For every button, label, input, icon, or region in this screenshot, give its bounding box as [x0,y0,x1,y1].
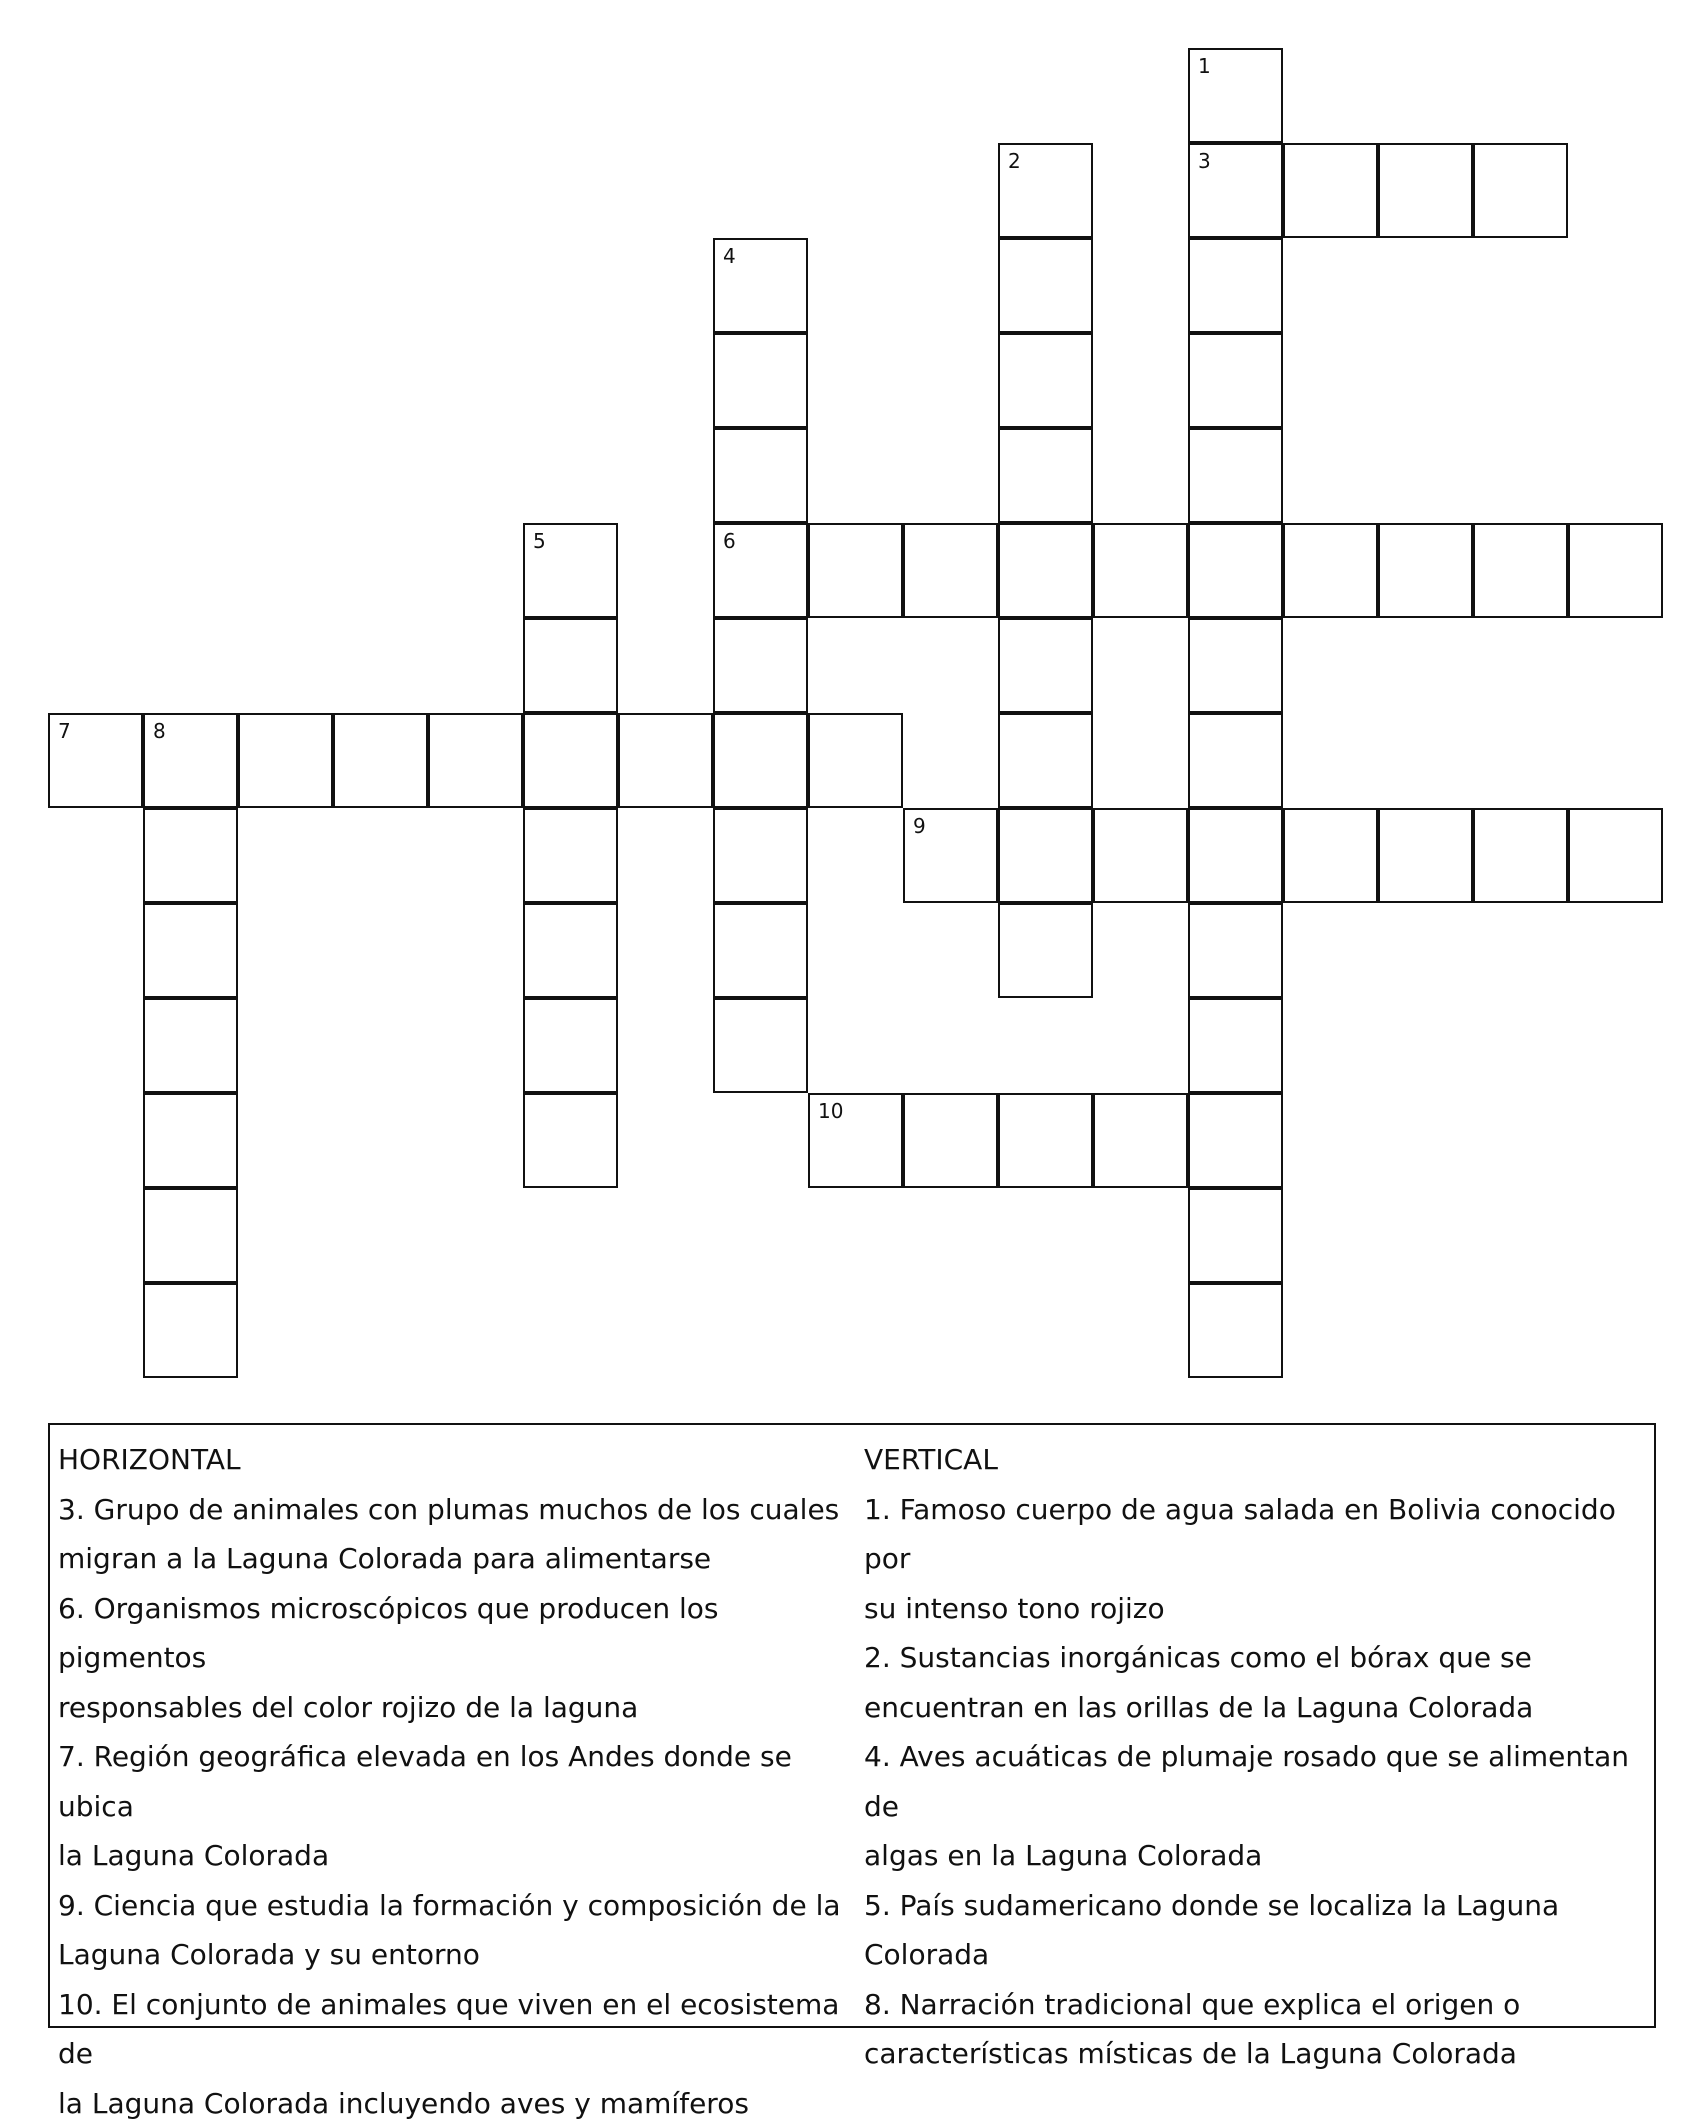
grid-cell[interactable] [1283,808,1378,903]
clue-line: 2. Sustancias inorgánicas como el bórax que se [864,1633,1654,1683]
clue-line: 8. Narración tradicional que explica el origen o [864,1980,1654,2030]
grid-cell[interactable] [998,1093,1093,1188]
grid-cell[interactable] [523,903,618,998]
grid-cell[interactable] [1188,1093,1283,1188]
grid-cell[interactable] [1473,143,1568,238]
clue-line: 5. País sudamericano donde se localiza la Laguna [864,1881,1654,1931]
grid-cell[interactable] [713,238,808,333]
horizontal-clues [58,1435,868,2128]
grid-cell[interactable] [1188,428,1283,523]
grid-cell[interactable] [1378,143,1473,238]
clue-line: 9. Ciencia que estudia la formación y composición de la [58,1881,868,1931]
grid-cell[interactable] [1093,1093,1188,1188]
grid-cell[interactable] [1093,523,1188,618]
grid-cell[interactable] [1188,618,1283,713]
vertical-clues [864,1435,1654,2079]
grid-cell[interactable] [1283,143,1378,238]
clue-line: 4. Aves acuáticas de plumaje rosado que se alimentan de [864,1732,1654,1831]
clue-number: 6 [723,531,736,551]
grid-cell[interactable] [333,713,428,808]
grid-cell[interactable] [808,523,903,618]
grid-cell[interactable] [1188,333,1283,428]
grid-cell[interactable] [713,808,808,903]
grid-cell[interactable] [1473,808,1568,903]
grid-cell[interactable] [998,143,1093,238]
clue-line: 7. Región geográfica elevada en los Andes donde se ubica [58,1732,868,1831]
clue-number: 9 [913,816,926,836]
clue-line: algas en la Laguna Colorada [864,1831,1654,1881]
clue-line: Laguna Colorada y su entorno [58,1930,868,1980]
clue-line: Colorada [864,1930,1654,1980]
grid-cell[interactable] [1283,523,1378,618]
grid-cell[interactable] [1473,523,1568,618]
clue-line: 6. Organismos microscópicos que producen los pigmentos [58,1584,868,1683]
grid-cell[interactable] [998,808,1093,903]
clue-number: 7 [58,721,71,741]
grid-cell[interactable] [713,998,808,1093]
grid-cell[interactable] [903,523,998,618]
grid-cell[interactable] [1568,523,1663,618]
clue-number: 8 [153,721,166,741]
clue-line: responsables del color rojizo de la laguna [58,1683,868,1733]
grid-cell[interactable] [143,1188,238,1283]
clue-line: 10. El conjunto de animales que viven en el ecosistema de [58,1980,868,2079]
clue-line: su intenso tono rojizo [864,1584,1654,1634]
grid-cell[interactable] [998,523,1093,618]
grid-cell[interactable] [903,808,998,903]
grid-cell[interactable] [998,903,1093,998]
grid-cell[interactable] [713,428,808,523]
grid-cell[interactable] [1188,903,1283,998]
clue-number: 10 [818,1101,843,1121]
clue-line: 3. Grupo de animales con plumas muchos de los cuales [58,1485,868,1535]
grid-cell[interactable] [1188,1283,1283,1378]
grid-cell[interactable] [238,713,333,808]
grid-cell[interactable] [143,1093,238,1188]
grid-cell[interactable] [143,808,238,903]
grid-cell[interactable] [998,618,1093,713]
clue-line: características místicas de la Laguna Colorada [864,2029,1654,2079]
clue-number: 1 [1198,56,1211,76]
clue-line: la Laguna Colorada [58,1831,868,1881]
grid-cell[interactable] [713,903,808,998]
grid-cell[interactable] [1188,998,1283,1093]
grid-cell[interactable] [1378,523,1473,618]
grid-cell[interactable] [1188,713,1283,808]
grid-cell[interactable] [903,1093,998,1188]
grid-cell[interactable] [1188,238,1283,333]
grid-cell[interactable] [1378,808,1473,903]
grid-cell[interactable] [808,1093,903,1188]
grid-cell[interactable] [523,808,618,903]
grid-cell[interactable] [1188,523,1283,618]
grid-cell[interactable] [523,713,618,808]
grid-cell[interactable] [713,713,808,808]
clue-number: 3 [1198,151,1211,171]
horizontal-heading: HORIZONTAL [58,1435,868,1485]
grid-cell[interactable] [523,523,618,618]
clue-line: 1. Famoso cuerpo de agua salada en Bolivia conocido por [864,1485,1654,1584]
grid-cell[interactable] [143,998,238,1093]
grid-cell[interactable] [143,1283,238,1378]
grid-cell[interactable] [1188,48,1283,143]
grid-cell[interactable] [1188,1188,1283,1283]
grid-cell[interactable] [998,713,1093,808]
grid-cell[interactable] [523,998,618,1093]
clue-number: 2 [1008,151,1021,171]
grid-cell[interactable] [618,713,713,808]
clue-number: 4 [723,246,736,266]
grid-cell[interactable] [713,523,808,618]
grid-cell[interactable] [998,428,1093,523]
grid-cell[interactable] [998,333,1093,428]
clue-line: migran a la Laguna Colorada para alimentarse [58,1534,868,1584]
grid-cell[interactable] [428,713,523,808]
grid-cell[interactable] [143,903,238,998]
clue-number: 5 [533,531,546,551]
grid-cell[interactable] [523,618,618,713]
vertical-heading: VERTICAL [864,1435,1654,1485]
clues-panel [48,1423,1656,2028]
grid-cell[interactable] [523,1093,618,1188]
clue-line: la Laguna Colorada incluyendo aves y mamíferos [58,2079,868,2128]
clue-line: encuentran en las orillas de la Laguna Colorada [864,1683,1654,1733]
grid-cell[interactable] [713,618,808,713]
grid-cell[interactable] [808,713,903,808]
grid-cell[interactable] [1568,808,1663,903]
grid-cell[interactable] [143,713,238,808]
grid-cell[interactable] [713,333,808,428]
grid-cell[interactable] [1188,808,1283,903]
grid-cell[interactable] [1188,143,1283,238]
grid-cell[interactable] [1093,808,1188,903]
grid-cell[interactable] [48,713,143,808]
grid-cell[interactable] [998,238,1093,333]
